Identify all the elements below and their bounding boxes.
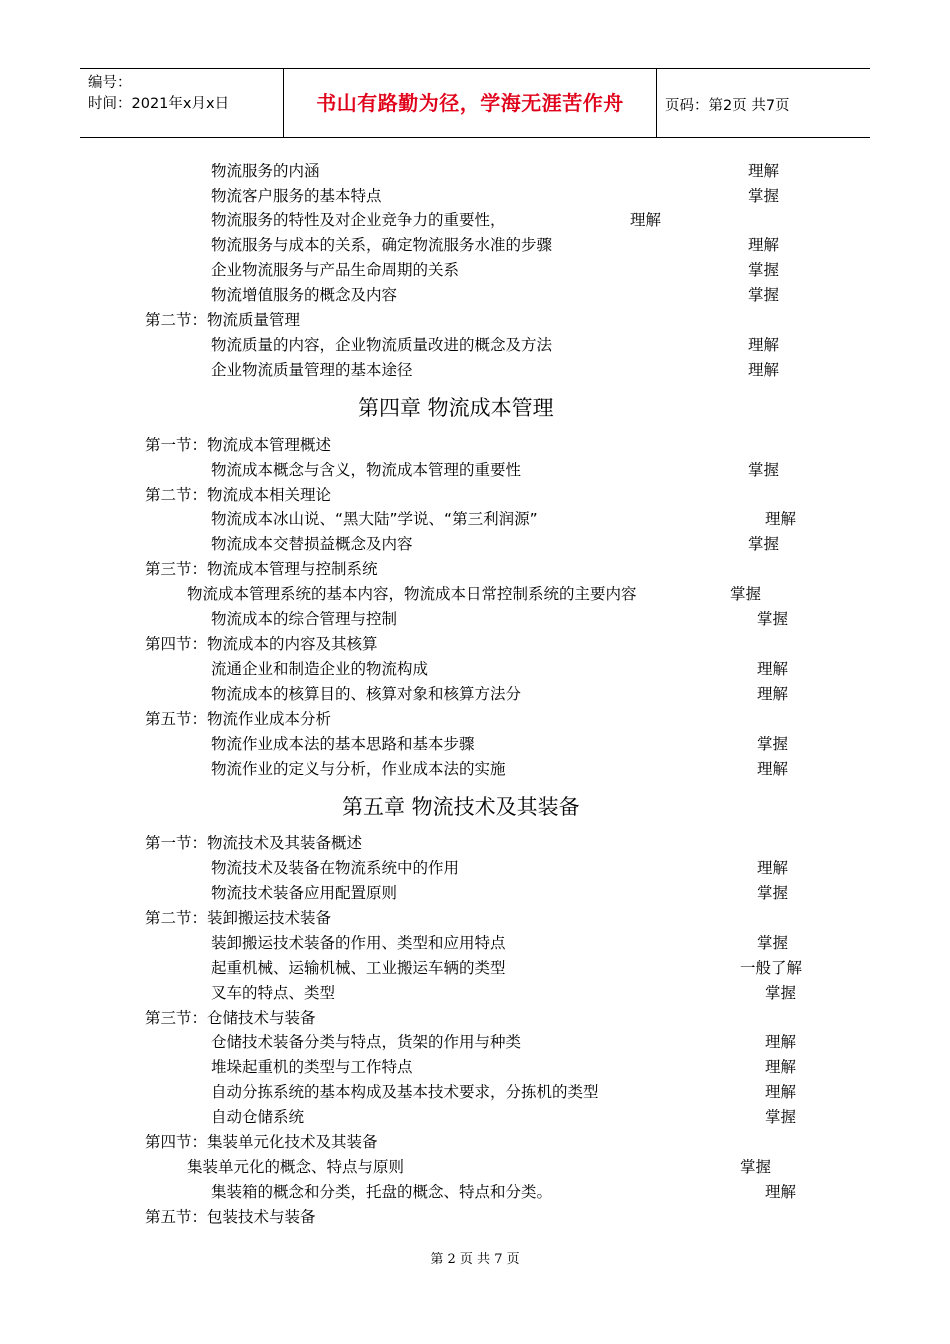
doc-number-label: 编号： (88, 75, 132, 91)
outline-item: 物流成本的综合管理与控制 (211, 610, 398, 628)
level-tag: 掌握 (757, 735, 789, 753)
level-tag: 理解 (748, 162, 780, 180)
section-heading: 第四节：物流成本的内容及其核算 (145, 635, 378, 653)
level-tag: 掌握 (748, 461, 780, 479)
doc-time-label: 时间：2021年x月x日 (88, 96, 230, 112)
level-tag: 掌握 (730, 585, 762, 603)
outline-item: 集装箱的概念和分类，托盘的概念、特点和分类。 (211, 1183, 553, 1201)
level-tag: 理解 (765, 1058, 797, 1076)
outline-item: 物流技术及装备在物流系统中的作用 (211, 859, 460, 877)
level-tag: 理解 (757, 685, 789, 703)
level-tag: 理解 (748, 361, 780, 379)
header-page-info: 页码：第2页 共7页 (665, 98, 790, 114)
level-tag: 掌握 (765, 984, 797, 1002)
outline-item: 物流服务与成本的关系，确定物流服务水准的步骤 (211, 236, 553, 254)
outline-item: 企业物流服务与产品生命周期的关系 (211, 261, 460, 279)
outline-item: 自动仓储系统 (211, 1108, 305, 1126)
outline-item: 集装单元化的概念、特点与原则 (187, 1158, 405, 1176)
outline-item: 堆垛起重机的类型与工作特点 (211, 1058, 413, 1076)
outline-item: 物流成本概念与含义，物流成本管理的重要性 (211, 461, 522, 479)
section-heading: 第五节：物流作业成本分析 (145, 710, 332, 728)
section-heading: 第二节：物流成本相关理论 (145, 486, 332, 504)
outline-item: 物流服务的内涵 (211, 162, 320, 180)
outline-item: 自动分拣系统的基本构成及基本技术要求，分拣机的类型 (211, 1083, 599, 1101)
level-tag: 理解 (757, 760, 789, 778)
level-tag: 掌握 (748, 535, 780, 553)
outline-item: 物流成本管理系统的基本内容，物流成本日常控制系统的主要内容 (187, 585, 637, 603)
level-tag: 理解 (757, 859, 789, 877)
outline-item: 物流作业的定义与分析，作业成本法的实施 (211, 760, 506, 778)
outline-item: 物流成本冰山说、“黑大陆”学说、“第三利润源” (211, 510, 538, 528)
outline-item: 物流服务的特性及对企业竞争力的重要性， (211, 211, 506, 229)
level-tag: 理解 (765, 1183, 797, 1201)
section-heading: 第一节：物流成本管理概述 (145, 436, 332, 454)
section-heading: 第二节：物流质量管理 (145, 311, 301, 329)
level-tag: 掌握 (757, 884, 789, 902)
level-tag: 掌握 (765, 1108, 797, 1126)
outline-item: 物流客户服务的基本特点 (211, 187, 382, 205)
outline-item: 物流增值服务的概念及内容 (211, 286, 398, 304)
outline-item: 企业物流质量管理的基本途径 (211, 361, 413, 379)
outline-item: 物流技术装备应用配置原则 (211, 884, 398, 902)
level-tag: 理解 (748, 336, 780, 354)
outline-item: 装卸搬运技术装备的作用、类型和应用特点 (211, 934, 506, 952)
outline-item: 仓储技术装备分类与特点，货架的作用与种类 (211, 1033, 522, 1051)
section-heading: 第四节：集装单元化技术及其装备 (145, 1133, 378, 1151)
level-tag: 理解 (630, 211, 662, 229)
level-tag: 一般了解 (740, 959, 803, 977)
outline-item: 物流成本的核算目的、核算对象和核算方法分 (211, 685, 522, 703)
page-header (80, 68, 870, 138)
level-tag: 掌握 (757, 934, 789, 952)
level-tag: 理解 (765, 1083, 797, 1101)
level-tag: 理解 (757, 660, 789, 678)
section-heading: 第三节：仓储技术与装备 (145, 1009, 316, 1027)
outline-item: 物流质量的内容，企业物流质量改进的概念及方法 (211, 336, 553, 354)
level-tag: 理解 (765, 1033, 797, 1051)
page-footer: 第 2 页 共 7 页 (430, 1252, 520, 1267)
outline-item: 物流作业成本法的基本思路和基本步骤 (211, 735, 475, 753)
level-tag: 掌握 (740, 1158, 772, 1176)
outline-item: 起重机械、运输机械、工业搬运车辆的类型 (211, 959, 506, 977)
level-tag: 掌握 (748, 286, 780, 304)
outline-item: 物流成本交替损益概念及内容 (211, 535, 413, 553)
header-motto: 书山有路勤为径，学海无涯苦作舟 (316, 91, 624, 115)
section-heading: 第二节：装卸搬运技术装备 (145, 909, 332, 927)
header-divider (656, 69, 657, 137)
chapter-title: 第四章 物流成本管理 (358, 396, 554, 420)
level-tag: 掌握 (748, 187, 780, 205)
header-meta (88, 73, 229, 115)
level-tag: 理解 (765, 510, 797, 528)
level-tag: 掌握 (757, 610, 789, 628)
section-heading: 第五节：包装技术与装备 (145, 1208, 316, 1226)
outline-item: 叉车的特点、类型 (211, 984, 336, 1002)
section-heading: 第三节：物流成本管理与控制系统 (145, 560, 378, 578)
level-tag: 掌握 (748, 261, 780, 279)
level-tag: 理解 (748, 236, 780, 254)
outline-item: 流通企业和制造企业的物流构成 (211, 660, 429, 678)
chapter-title: 第五章 物流技术及其装备 (342, 795, 580, 819)
section-heading: 第一节：物流技术及其装备概述 (145, 834, 363, 852)
